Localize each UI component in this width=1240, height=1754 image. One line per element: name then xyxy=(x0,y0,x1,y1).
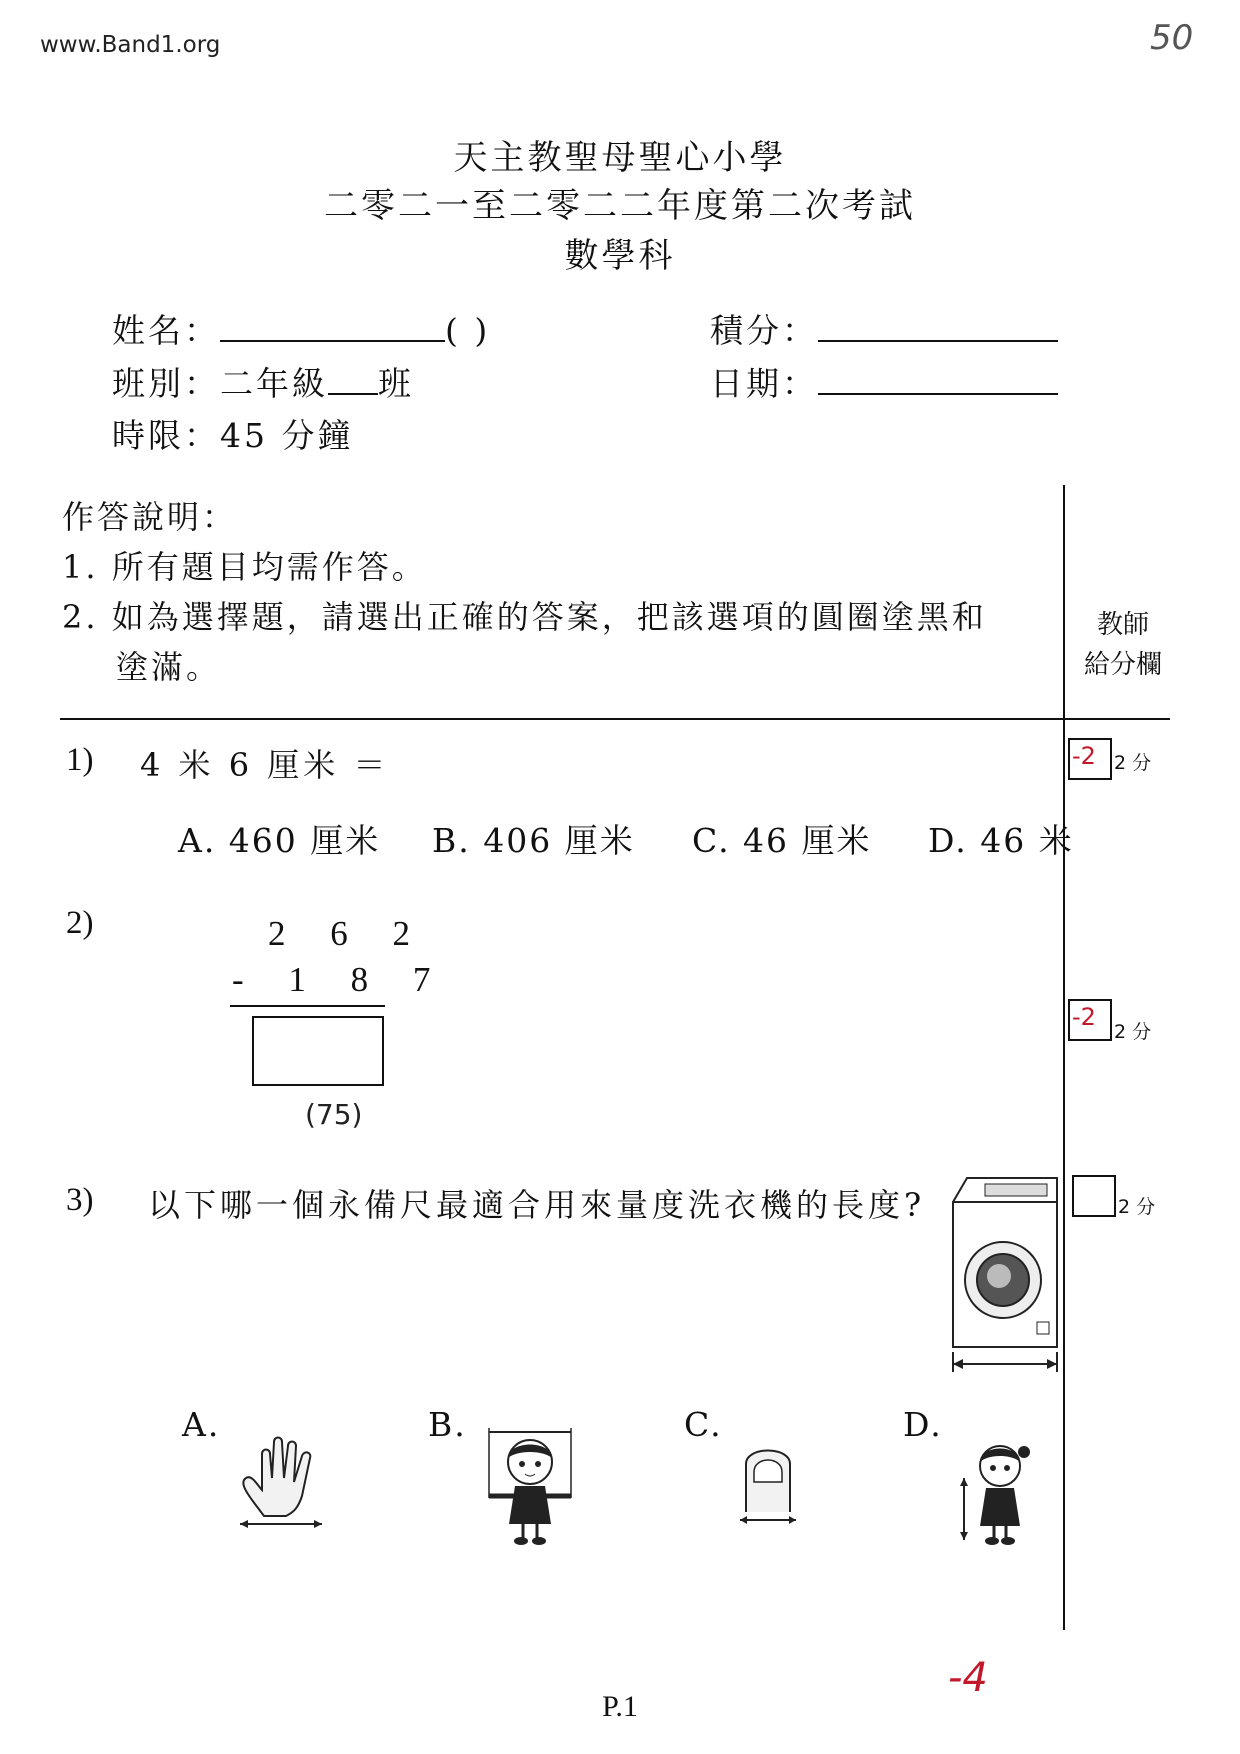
q2-number: 2) xyxy=(66,905,94,941)
class-grade: 二年級 xyxy=(220,364,328,403)
teacher-column-line2: 給分欄 xyxy=(1083,650,1162,680)
q1-number: 1) xyxy=(66,742,94,778)
class-number-paren: ( ) xyxy=(445,311,491,350)
q2-minuend: 2 6 2 xyxy=(268,914,428,953)
q3-points: 2 分 xyxy=(1118,1196,1156,1218)
instruction-item-1: 1. 所有題目均需作答。 xyxy=(62,548,427,586)
q2-points: 2 分 xyxy=(1114,1021,1152,1043)
name-row xyxy=(112,305,490,352)
instruction-item-2: 2. 如為選擇題，請選出正確的答案，把該選項的圓圈塗黑和 xyxy=(62,598,987,636)
q2-handwritten-answer: (75) xyxy=(305,1098,363,1131)
washing-machine-illustration xyxy=(945,1172,1065,1372)
exam-title: 二零二一至二零二二年度第二次考試 xyxy=(324,186,916,226)
q3-option-b[interactable]: B. xyxy=(428,1405,467,1444)
q3-number: 3) xyxy=(66,1182,94,1218)
school-name: 天主教聖母聖心小學 xyxy=(453,138,787,178)
q1-score-box[interactable] xyxy=(1068,738,1112,780)
teacher-column-divider xyxy=(1063,485,1065,1630)
class-suffix: 班 xyxy=(378,364,414,403)
teacher-column-line1: 教師 xyxy=(1096,610,1149,640)
corner-handwritten-mark: 50 xyxy=(1150,18,1194,58)
class-row xyxy=(112,358,414,405)
instructions-divider xyxy=(60,718,1170,720)
subject-title: 數學科 xyxy=(564,236,676,276)
time-value: 45 分鐘 xyxy=(220,416,354,455)
q3-option-c[interactable]: C. xyxy=(684,1405,723,1444)
q1-teacher-mark: -2 xyxy=(1072,742,1096,770)
q1-option-d[interactable]: D. 46 米 xyxy=(928,821,1074,860)
q1-option-a[interactable]: A. 460 厘米 xyxy=(178,821,381,860)
q2-subtrahend: - 1 8 7 xyxy=(232,960,449,999)
page-total-mark: -4 xyxy=(948,1655,988,1701)
q1-points: 2 分 xyxy=(1114,752,1152,774)
teacher-column-header xyxy=(1068,605,1178,685)
name-field[interactable] xyxy=(220,310,445,342)
name-label: 姓名： xyxy=(112,311,220,350)
class-label: 班別： xyxy=(112,364,220,403)
q2-teacher-mark: -2 xyxy=(1072,1003,1096,1031)
date-field[interactable] xyxy=(818,363,1058,395)
date-row xyxy=(710,358,1058,405)
score-row xyxy=(710,305,1058,352)
instructions-heading: 作答說明： xyxy=(62,498,238,536)
q3-score-box[interactable] xyxy=(1072,1175,1116,1217)
instruction-item-2-cont: 塗滿。 xyxy=(116,648,222,686)
score-field[interactable] xyxy=(818,310,1058,342)
q1-text: 4 米 6 厘米 ＝ xyxy=(140,746,390,784)
q3-text: 以下哪一個永備尺最適合用來量度洗衣機的長度? xyxy=(148,1186,926,1224)
score-label: 積分： xyxy=(710,311,818,350)
q3-option-d[interactable]: D. xyxy=(903,1405,943,1444)
height-girl-icon xyxy=(956,1438,1036,1548)
class-field[interactable] xyxy=(328,363,378,395)
page-number: P.1 xyxy=(602,1690,638,1723)
q2-score-box[interactable] xyxy=(1068,999,1112,1041)
thumb-width-icon xyxy=(738,1442,798,1528)
q2-sum-line xyxy=(230,1005,385,1007)
watermark: www.Band1.org xyxy=(40,32,221,58)
q3-option-a[interactable]: A. xyxy=(182,1405,221,1444)
hand-span-icon xyxy=(236,1430,326,1530)
date-label: 日期： xyxy=(710,364,818,403)
q1-option-b[interactable]: B. 406 厘米 xyxy=(432,821,635,860)
time-row xyxy=(112,410,353,457)
arm-span-girl-icon xyxy=(485,1428,575,1548)
q1-option-c[interactable]: C. 46 厘米 xyxy=(692,821,872,860)
time-label: 時限： xyxy=(112,416,220,455)
q2-answer-box[interactable] xyxy=(252,1016,384,1086)
